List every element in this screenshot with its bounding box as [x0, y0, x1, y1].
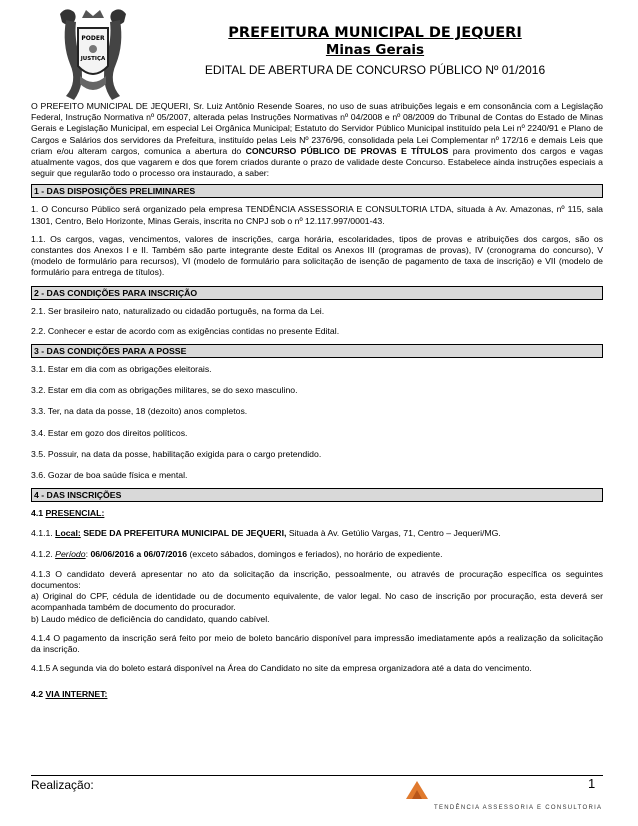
company-name: TENDÊNCIA ASSESSORIA E CONSULTORIA	[434, 805, 603, 811]
paragraph-1: 1. O Concurso Público será organizado pela empresa TENDÊNCIA ASSESSORIA E CONSULTORIA LTDA, situada à Av. Amazonas, nº 115, sala 1301, Centro, Belo Horizonte, Minas Gerais, inscrita no CNPJ sob o nº 12.117.997/0001-43.	[31, 204, 603, 226]
document-subtitle: Minas Gerais	[325, 42, 425, 58]
footer-divider	[31, 775, 603, 776]
concurso-highlight: CONCURSO PÚBLICO DE PROVAS E TÍTULOS	[245, 145, 449, 156]
section-header-2: 2 - DAS CONDIÇÕES PARA INSCRIÇÃO	[31, 286, 603, 300]
intro-paragraph: O PREFEITO MUNICIPAL DE JEQUERI, Sr. Luiz Antônio Resende Soares, no uso de suas atribuições legais e em consonância com a Legislação Federal, Instrução Normativa nº 05/2007, alterada pelas Instruções Normativas nº 04/2008 e nº 08/2009 do Tribunal de Contas do Estado de Minas Gerais e Legislação Municipal, em especial Lei Orgânica Municipal; Estatuto do Servidor Público Municipal instituído pela Lei nº 2240/91 e Plano de Cargos e Salários dos servidores da Prefeitura, instituído pelas Leis Nº 2376/96, consolidada pela Lei Complementar nº 172/16 e demais Leis que criam e/ou alteram cargos, comunica a abertura do CONCURSO PÚBLICO DE PROVAS E TÍTULOS para provimento dos cargos e vagas atualmente vagos, dos que vagarem e dos que forem criados durante o prazo de validade deste Concurso. Estabelece ainda instruções especiais a seguir que regularão todo o processo ora instaurado, a saber:	[31, 101, 604, 179]
paragraph-3-1: 3.1. Estar em dia com as obrigações eleitorais.	[31, 364, 212, 375]
footer-label: Realização:	[31, 778, 94, 792]
paragraph-4-1-3: 4.1.3 O candidato deverá apresentar no ato da solicitação da inscrição, pessoalmente, ou através de procuração específica os seguintes documentos:	[31, 568, 603, 591]
paragraph-4-1-5: 4.1.5 A segunda via do boleto estará disponível na Área do Candidato no site da empresa organizadora até a data do vencimento.	[31, 663, 532, 674]
svg-text:JUSTIÇA: JUSTIÇA	[80, 56, 106, 62]
paragraph-3-5: 3.5. Possuir, na data da posse, habilitação exigida para o cargo pretendido.	[31, 448, 322, 459]
edital-heading: EDITAL DE ABERTURA DE CONCURSO PÚBLICO Nº 01/2016	[204, 63, 546, 77]
paragraph-3-4: 3.4. Estar em gozo dos direitos políticos.	[31, 427, 188, 438]
paragraph-2-2: 2.2. Conhecer e estar de acordo com as exigências contidas no presente Edital.	[31, 325, 340, 336]
paragraph-4-1-3-a: a) Original do CPF, cédula de identidade ou de documento equivalente, de valor legal. No caso de inscrição por procuração, esta deverá ser acompanhada também de documento do procurador.	[31, 591, 603, 613]
paragraph-1-1: 1.1. Os cargos, vagas, vencimentos, valores de inscrições, carga horária, escolaridades, tipos de provas e atribuições dos cargos, são os constantes dos Anexos I e II. Também são parte integrante deste Edital os Anexos III (programas de provas), IV (cronograma do concurso), V (modelo de formulário para recursos), VI (modelo de formulário para solicitação de isenção de pagamento de taxa de inscrição) e VII (modelo de formulário para entrega de títulos).	[31, 233, 603, 278]
paragraph-3-6: 3.6. Gozar de boa saúde física e mental.	[31, 470, 188, 481]
paragraph-3-2: 3.2. Estar em dia com as obrigações militares, se do sexo masculino.	[31, 385, 298, 396]
company-logo-icon	[404, 779, 430, 801]
subsection-4-1: 4.1 PRESENCIAL:	[31, 508, 105, 519]
subsection-4-2: 4.2 VIA INTERNET:	[31, 688, 108, 699]
paragraph-2-1: 2.1. Ser brasileiro nato, naturalizado ou cidadão português, na forma da Lei.	[31, 305, 325, 316]
paragraph-4-1-1: 4.1.1. Local: SEDE DA PREFEITURA MUNICIPAL DE JEQUERI, Situada à Av. Getúlio Vargas, 71, Centro – Jequeri/MG.	[31, 528, 501, 539]
paragraph-4-1-4: 4.1.4 O pagamento da inscrição será feito por meio de boleto bancário disponível para impressão imediatamente após a realização da solicitação da inscrição.	[31, 632, 603, 655]
section-header-4: 4 - DAS INSCRIÇÕES	[31, 488, 603, 502]
paragraph-3-3: 3.3. Ter, na data da posse, 18 (dezoito) anos completos.	[31, 406, 248, 417]
paragraph-4-1-2: 4.1.2. Período: 06/06/2016 a 06/07/2016 (exceto sábados, domingos e feriados), no horário de expediente.	[31, 548, 443, 559]
document-body	[31, 101, 603, 707]
section-header-3: 3 - DAS CONDIÇÕES PARA A POSSE	[31, 344, 603, 358]
document-title: PREFEITURA MUNICIPAL DE JEQUERI	[228, 25, 522, 41]
title-block	[150, 24, 600, 78]
section-header-1: 1 - DAS DISPOSIÇÕES PRELIMINARES	[31, 184, 603, 198]
svg-text:PODER: PODER	[81, 35, 105, 42]
page-number: 1	[588, 776, 596, 791]
coat-of-arms-logo	[56, 4, 130, 104]
paragraph-4-1-3-b: b) Laudo médico de deficiência do candidato, quando cabível.	[31, 613, 270, 624]
